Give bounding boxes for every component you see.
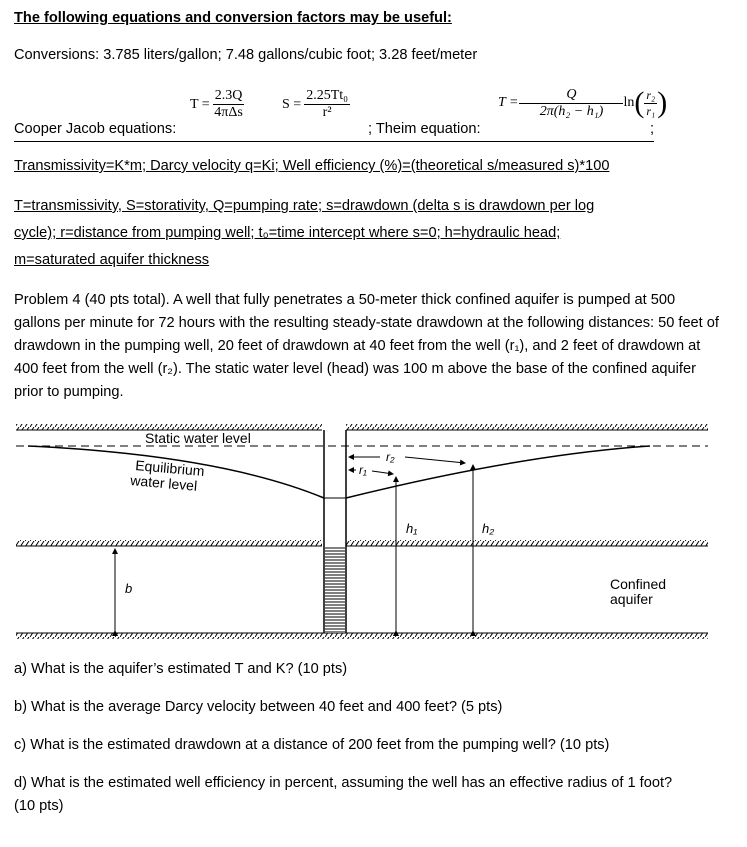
question-d-points: (10 pts) xyxy=(14,798,64,814)
problem-text: Problem 4 (40 pts total). A well that fully penetrates a 50-meter thick confined aquifer is pumped at 500 gallons per minute for 72 hours with the resulting steady-state drawdown at the following distances: 50 feet of drawdown in the pumping well, 20 feet of drawdown at 40 feet from the well (r₁), and 2 feet of drawdown at 400 feet from the well (r₂). The static water level (head) was 100 m above the base of the confined aquifer prior to pumping. xyxy=(14,292,719,400)
eq-ln: ln xyxy=(623,95,635,110)
confined-label-2: aquifer xyxy=(610,591,653,607)
eq-denominator: 4πΔs xyxy=(214,105,243,120)
r1-arrow-right xyxy=(372,471,393,474)
h2-label: h₂ xyxy=(482,521,495,536)
confining-layer-top xyxy=(16,540,708,546)
question-a: a) What is the aquifer’s estimated T and K? (10 pts) xyxy=(14,661,348,677)
equilibrium-label-1: Equilibrium xyxy=(134,457,206,480)
question-b: b) What is the average Darcy velocity between 40 feet and 400 feet? (5 pts) xyxy=(14,699,503,715)
eq-ratio-den: r₁ xyxy=(646,103,656,118)
eq-denominator: r² xyxy=(322,105,332,120)
equation-T xyxy=(190,88,244,121)
definitions-line-3: m=saturated aquifer thickness xyxy=(14,252,210,268)
eq-denominator: 2π(h₂ − h₁) xyxy=(539,103,604,119)
eq-ratio-num: r₂ xyxy=(646,87,656,102)
confined-aquifer-diagram xyxy=(0,415,747,650)
static-water-level-label: Static water level xyxy=(145,430,251,446)
eq-numerator: 2.3Q xyxy=(214,88,243,103)
eq-lhs: S = xyxy=(282,96,302,112)
ground-surface xyxy=(16,424,708,430)
eq-numerator: Q xyxy=(519,87,623,104)
eq-lhs: T = xyxy=(190,96,210,112)
conversions-line: Conversions: 3.785 liters/gallon; 7.48 gallons/cubic foot; 3.28 feet/meter xyxy=(14,47,478,63)
r2-label: r₂ xyxy=(386,450,395,464)
question-c: c) What is the estimated drawdown at a distance of 200 feet from the pumping well? (10 pts) xyxy=(14,737,610,753)
equation-S xyxy=(282,88,350,121)
r1-label: r₁ xyxy=(359,463,367,477)
eq-lhs: T = xyxy=(498,95,519,110)
heading: The following equations and conversion factors may be useful: xyxy=(14,10,452,26)
cooper-jacob-label: Cooper Jacob equations: xyxy=(14,121,177,137)
h1-label: h₁ xyxy=(406,521,418,536)
eq-end: ; xyxy=(650,121,655,137)
theim-label: ; Theim equation: xyxy=(368,121,481,137)
question-d: d) What is the estimated well efficiency in percent, assuming the well has an effective radius of 1 foot? xyxy=(14,775,673,791)
confined-label-1: Confined xyxy=(610,576,667,592)
cone-of-depression xyxy=(28,446,650,498)
definitions-line-2: cycle); r=distance from pumping well; t₀=time intercept where s=0; h=hydraulic head; xyxy=(14,225,561,241)
equation-theim: T = $\frac{Q}{\text{2π(h₂ − h₁)}}$ ln ( $\frac{\text{r₂}}{\text{r₁}}$ ) xyxy=(498,86,668,119)
definitions-line-1: T=transmissivity, S=storativity, Q=pumping rate; s=drawdown (delta s is drawdown per log xyxy=(14,198,595,214)
b-label: b xyxy=(125,581,133,596)
relations-line: Transmissivity=K*m; Darcy velocity q=Ki; Well efficiency (%)=(theoretical s/measured s)*100 xyxy=(14,158,610,174)
equilibrium-label-2: water level xyxy=(129,472,198,494)
r2-arrow-right xyxy=(405,457,465,463)
aquifer-base xyxy=(16,633,708,639)
eq-numerator: 2.25Tt₀ xyxy=(306,88,349,103)
